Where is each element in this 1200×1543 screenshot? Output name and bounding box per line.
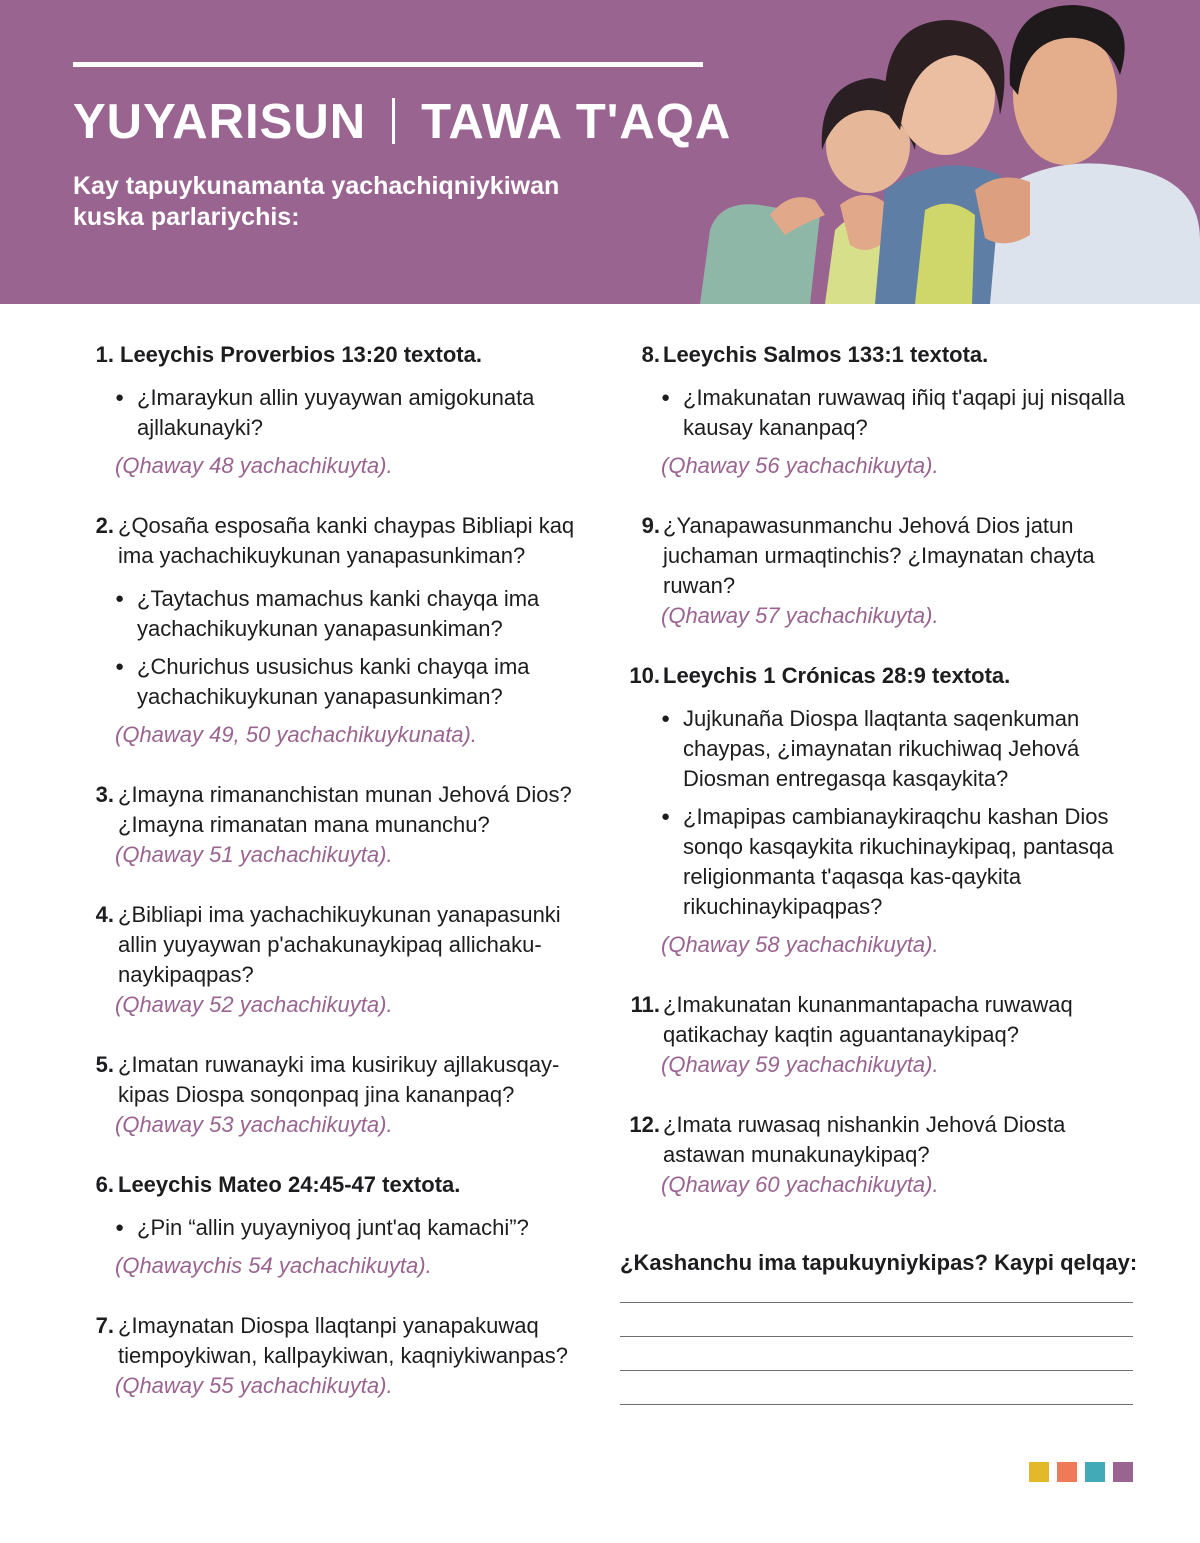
- question-number: 2.: [95, 513, 114, 538]
- question-number: 11.: [630, 992, 660, 1017]
- question-text: ¿Imata ruwasaq nishankin Jehová Diosta astawan munakunaykipaq?: [663, 1112, 1066, 1167]
- reference-note: (Qhaway 55 yachachikuyta).: [115, 1373, 393, 1398]
- reference-note: (Qhawaychis 54 yachachikuyta).: [115, 1253, 432, 1278]
- bullet-item: ● ¿Imaraykun allin yuyaywan amigokunata ajllakunayki?: [115, 383, 600, 443]
- question-6: [80, 1170, 600, 1281]
- questions-prompt: ¿Kashanchu ima tapukuyniykipas? Kaypi qelqay:: [620, 1250, 1138, 1275]
- answer-line-1[interactable]: [620, 1302, 1133, 1303]
- question-1: [80, 340, 600, 481]
- question-11: [616, 990, 1136, 1080]
- question-text: Leeychis Mateo 24:45-47 textota.: [118, 1172, 461, 1197]
- question-text: Leeychis Salmos 133:1 textota.: [663, 342, 989, 367]
- question-number: 10.: [629, 663, 660, 688]
- title-right: TAWA T'AQA: [421, 95, 732, 149]
- question-number: 3.: [95, 782, 114, 807]
- reference-note: (Qhaway 52 yachachikuyta).: [115, 992, 393, 1017]
- reference-note: (Qhaway 53 yachachikuyta).: [115, 1112, 393, 1137]
- title-separator: [392, 98, 395, 144]
- question-8: [616, 340, 1136, 481]
- reference-note: (Qhaway 58 yachachikuyta).: [661, 932, 939, 957]
- bullet-item: ● ¿Pin “allin yuyayniyoq junt'aq kamachi”?: [115, 1213, 600, 1243]
- question-7: [80, 1311, 600, 1401]
- bullet-list: [661, 704, 1136, 922]
- swatch-orange: [1057, 1462, 1077, 1482]
- bullet-list: [661, 383, 1136, 443]
- question-text: ¿Imakunatan kunanmantapacha ruwawaq qatikachay kaqtin aguantanaykipaq?: [663, 992, 1073, 1047]
- question-5: [80, 1050, 600, 1140]
- question-text: ¿Bibliapi ima yachachikuykunan yanapasunki allin yuyaywan p'achakunaykipaq allichaku-naykipaqpas?: [118, 902, 561, 987]
- swatch-teal: [1085, 1462, 1105, 1482]
- bullet-list: [115, 1213, 600, 1243]
- question-4: [80, 900, 600, 1020]
- question-text: ¿Qosaña esposaña kanki chaypas Bibliapi kaq ima yachachikuykunan yanapasunkiman?: [118, 513, 575, 568]
- question-text: ¿Imatan ruwanayki ima kusirikuy ajllakusqay-kipas Diospa sonqonpaq jina kananpaq?: [118, 1052, 560, 1107]
- bullet-item: ● Jujkunaña Diospa llaqtanta saqenkuman chaypas, ¿imaynatan rikuchiwaq Jehová Diosman entregasqa kasqaykita?: [661, 704, 1136, 794]
- reference-note: (Qhaway 57 yachachikuyta).: [661, 603, 939, 628]
- bullet-list: [115, 584, 600, 712]
- swatch-yellow: [1029, 1462, 1049, 1482]
- right-column: [616, 340, 1136, 1200]
- header-rule: [73, 62, 703, 67]
- question-number: 12.: [629, 1112, 660, 1137]
- answer-line-3[interactable]: [620, 1370, 1133, 1371]
- answer-line-2[interactable]: [620, 1336, 1133, 1337]
- swatch-purple: [1113, 1462, 1133, 1482]
- reference-note: (Qhaway 59 yachachikuyta).: [661, 1052, 939, 1077]
- reference-note: (Qhaway 51 yachachikuyta).: [115, 842, 393, 867]
- question-text: ¿Yanapawasunmanchu Jehová Dios jatun juchaman urmaqtinchis? ¿Imaynatan chayta ruwan?: [663, 513, 1095, 598]
- question-9: [616, 511, 1136, 631]
- question-12: [616, 1110, 1136, 1200]
- bullet-item: ● ¿Imakunatan ruwawaq iñiq t'aqapi juj nisqalla kausay kananpaq?: [661, 383, 1136, 443]
- reference-note: (Qhaway 48 yachachikuyta).: [115, 453, 393, 478]
- question-number: 8.: [641, 342, 660, 367]
- header-banner: [0, 0, 1200, 304]
- question-text: ¿Imaynatan Diospa llaqtanpi yanapakuwaq tiempoykiwan, kallpaykiwan, kaqniykiwanpas?: [118, 1313, 569, 1368]
- reference-note: (Qhaway 49, 50 yachachikuykunata).: [115, 722, 477, 747]
- reference-note: (Qhaway 56 yachachikuyta).: [661, 453, 939, 478]
- page-subtitle: Kay tapuykunamanta yachachiqniykiwan kuska parlariychis:: [73, 172, 560, 231]
- question-number: 9.: [641, 513, 660, 538]
- bullet-item: ● ¿Imapipas cambianaykiraqchu kashan Dios sonqo kasqaykita rikuchinaykipaq, pantasqa religionmanta t'aqasqa kas-qaykita rikuchinaykipaqpas?: [661, 802, 1136, 922]
- question-number: 5.: [95, 1052, 114, 1077]
- question-text: Leeychis Proverbios 13:20 textota.: [120, 342, 482, 367]
- family-praying-illustration: [700, 0, 1200, 304]
- left-column: [80, 340, 600, 1401]
- question-text: ¿Imayna rimananchistan munan Jehová Dios? ¿Imayna rimanatan mana munanchu?: [118, 782, 572, 837]
- question-text: Leeychis 1 Crónicas 28:9 textota.: [663, 663, 1011, 688]
- question-3: [80, 780, 600, 870]
- question-number: 7.: [95, 1313, 114, 1338]
- reference-note: (Qhaway 60 yachachikuyta).: [661, 1172, 939, 1197]
- title-left: YUYARISUN: [73, 95, 367, 149]
- bullet-list: [115, 383, 600, 443]
- answer-line-4[interactable]: [620, 1404, 1133, 1405]
- question-number: 4.: [95, 902, 114, 927]
- question-number: 1.: [95, 342, 114, 367]
- bullet-item: ● ¿Taytachus mamachus kanki chayqa ima yachachikuykunan yanapasunkiman?: [115, 584, 600, 644]
- question-2: [80, 511, 600, 750]
- page-title: [73, 96, 731, 150]
- question-10: [616, 661, 1136, 960]
- bullet-item: ● ¿Churichus ususichus kanki chayqa ima yachachikuykunan yanapasunkiman?: [115, 652, 600, 712]
- question-number: 6.: [95, 1172, 114, 1197]
